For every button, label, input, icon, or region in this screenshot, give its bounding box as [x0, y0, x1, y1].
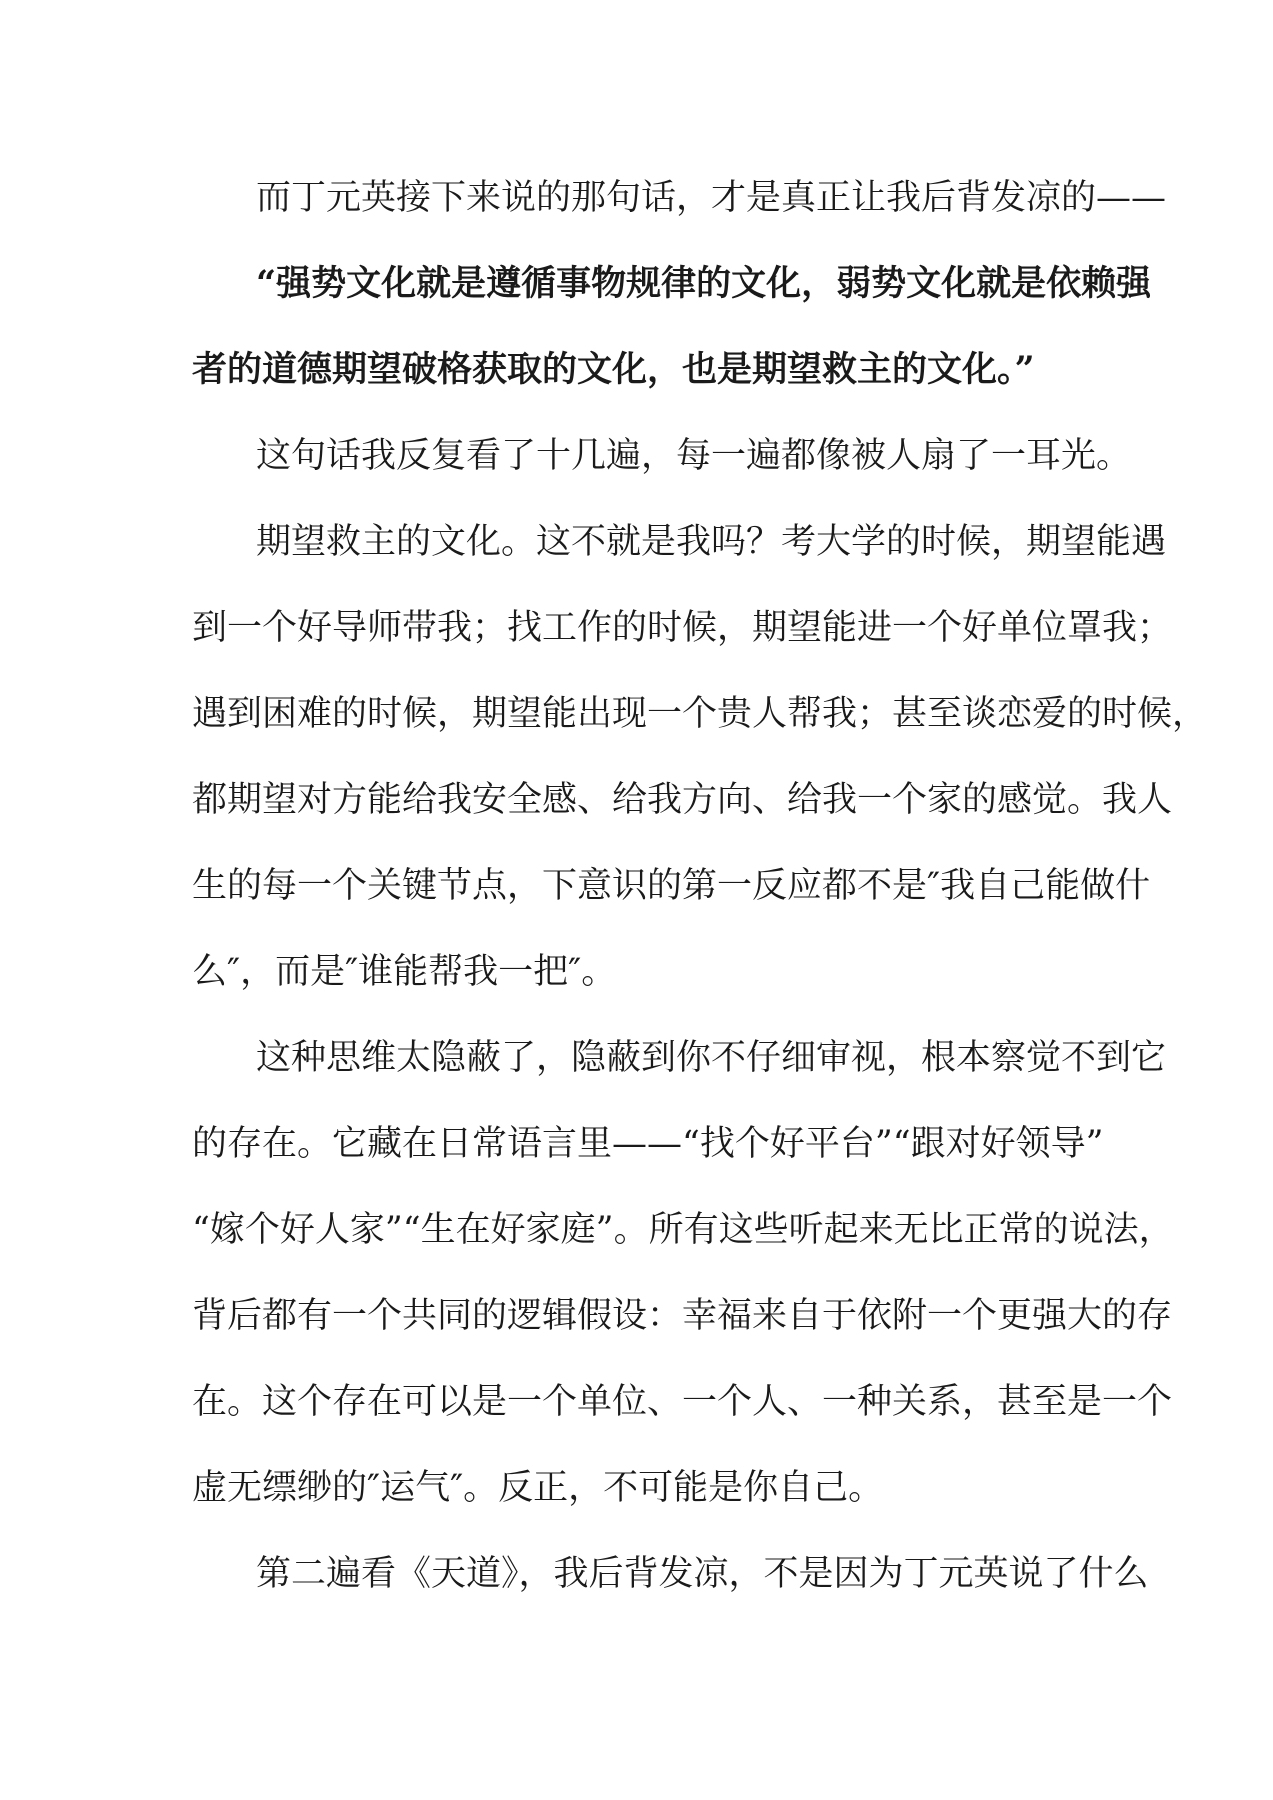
text-line: 这句话我反复看了十几遍，每一遍都像被人扇了一耳光。 [256, 436, 1132, 476]
text-line: 背后都有一个共同的逻辑假设：幸福来自于依附一个更强大的存 [192, 1296, 1173, 1336]
text-line: 在。这个存在可以是一个单位、一个人、一种关系，甚至是一个 [192, 1382, 1173, 1422]
text-line: 都期望对方能给我安全感、给我方向、给我一个家的感觉。我人 [192, 780, 1173, 820]
text-line: 遇到困难的时候，期望能出现一个贵人帮我；甚至谈恋爱的时候， [192, 694, 1208, 734]
text-line: 第二遍看《天道》，我后背发凉，不是因为丁元英说了什么 [256, 1554, 1149, 1594]
text-line: 者的道德期望破格获取的文化，也是期望救主的文化。” [192, 349, 1035, 390]
text-line: 而丁元英接下来说的那句话，才是真正让我后背发凉的—— [256, 178, 1167, 218]
text-line: “强势文化就是遵循事物规律的文化，弱势文化就是依赖强 [256, 263, 1152, 304]
text-line: 么″，而是″谁能帮我一把″。 [192, 952, 617, 992]
text-line: 虚无缥缈的″运气″。反正，不可能是你自己。 [192, 1468, 884, 1508]
text-line: 到一个好导师带我；找工作的时候，期望能进一个好单位罩我； [192, 608, 1173, 648]
text-line: 的存在。它藏在日常语言里——“找个好平台”“跟对好领导” [192, 1124, 1104, 1164]
text-line: 期望救主的文化。这不就是我吗？考大学的时候，期望能遇 [256, 522, 1167, 562]
text-line: 生的每一个关键节点，下意识的第一反应都不是″我自己能做什 [192, 866, 1151, 906]
text-line: “嫁个好人家”“生在好家庭”。所有这些听起来无比正常的说法， [192, 1210, 1174, 1250]
text-line: 这种思维太隐蔽了，隐蔽到你不仔细审视，根本察觉不到它 [256, 1038, 1167, 1078]
